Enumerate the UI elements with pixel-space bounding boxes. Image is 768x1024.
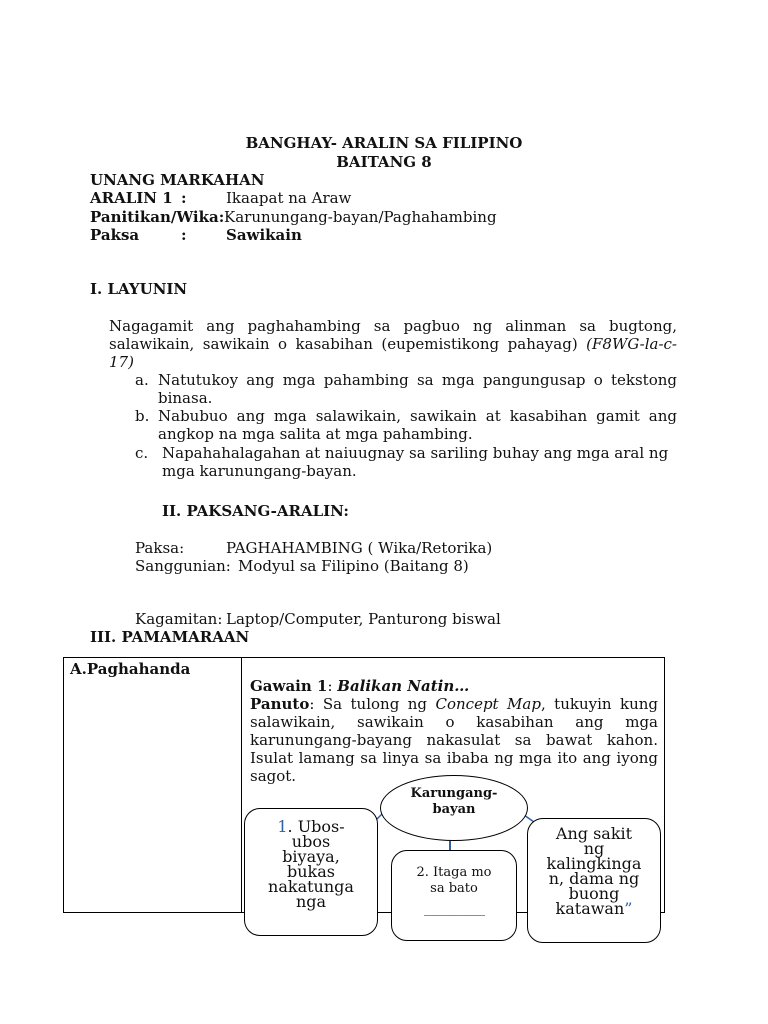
paksa-value: Sawikain [226,226,302,244]
box2-line-2: sa bato [430,881,478,896]
paksa-colon: : [181,226,187,244]
panitikan-value: Karunungang-bayan/Paghahambing [224,208,497,226]
objective-b-line2: angkop na mga salita at mga pahambing. [158,425,473,443]
kagamitan-value: Laptop/Computer, Panturong biswal [226,610,501,628]
aralin-label: ARALIN 1 [90,189,173,207]
gawain-colon: : [327,677,338,695]
box1-number: 1 [277,817,288,836]
box3-line-2: ng [583,839,605,858]
panuto-emphasis: Concept Map [435,695,541,713]
center-line2: bayan [432,802,476,817]
quarter-label: UNANG MARKAHAN [90,171,265,189]
objective-a-line2: binasa. [158,389,213,407]
panitikan-label: Panitikan/Wika: [90,208,225,226]
box3-line-6 [528,901,660,916]
gawain-label: Gawain 1 [250,677,328,695]
box3-last-word: katawan [555,899,625,918]
objective-b-line1: Nabubuo ang mga salawikain, sawikain at kasabihan gamit ang [158,407,677,425]
box2-line-1: 2. Itaga mo [416,865,492,880]
objective-c-line1: Napahahalagahan at naiuugnay sa sariling buhay ang mga aral ng [162,444,669,462]
sanggunian-label: Sanggunian: [135,557,231,575]
box3-line-4: n, dama ng [548,869,640,888]
box1-text-1: . Ubos- [287,817,345,836]
box1-line-2: ubos [291,832,331,851]
paksang-aralin-heading: II. PAKSANG-ARALIN: [162,502,349,520]
concept-box-3 [527,818,661,943]
box3-line-5: buong [568,884,620,903]
document-title: BANGHAY- ARALIN SA FILIPINO [245,134,523,152]
pamamaraan-heading: III. PAMAMARAAN [90,628,250,646]
aralin-value: Ikaapat na Araw [226,189,352,207]
box3-line-3: kalingkinga [546,854,642,873]
sanggunian-value: Modyul sa Filipino (Baitang 8) [238,557,469,575]
box1-line-4: bukas [287,862,335,881]
panuto-post: , tukuyin kung salawikain, sawikain o kasabihan ang mga karunungang-bayang nakasulat sa bawat kahon. Isulat lamang sa linya sa ibaba ng mga ito ang iyong sagot. [250,695,659,785]
objective-c-line2: mga karunungang-bayan. [162,462,357,480]
paksa2-value: PAGHAHAMBING ( Wika/Retorika) [226,539,493,557]
objective-a-marker: a. [135,371,149,389]
grade-level: BAITANG 8 [336,153,432,171]
panuto-label: Panuto [250,695,310,713]
layunin-heading: I. LAYUNIN [90,280,188,298]
box2-answer-line: ____________ [424,902,484,916]
layunin-intro-text: Nagagamit ang paghahambing sa pagbuo ng alinman sa bugtong, salawikain, sawikain o kasabihan (eupemistikong pahayag) [109,317,677,353]
objective-b-marker: b. [135,407,150,425]
layunin-code: (F8WG-la-c-17) [109,335,677,371]
objective-c-marker: c. [135,444,149,462]
box1-line-3: biyaya, [282,847,340,866]
concept-map-center [380,775,528,841]
box3-quote: ” [624,899,633,918]
box1-line-5: nakatunga [268,877,354,896]
paghahanda-cell: A.Paghahanda [70,660,191,678]
gawain-title: Balikan Natin… [337,677,470,695]
panuto-pre: : Sa tulong ng [309,695,436,713]
kagamitan-label: Kagamitan: [135,610,223,628]
concept-box-2 [391,850,517,941]
box1-line-6: nga [295,892,327,911]
box3-line-1: Ang sakit [555,824,633,843]
paksa2-label: Paksa: [135,539,185,557]
objective-a-line1: Natutukoy ang mga pahambing sa mga pangungusap o tekstong [158,371,677,389]
concept-box-1 [244,808,378,936]
aralin-colon: : [181,189,187,207]
center-line1: Karungang- [410,786,498,801]
paksa-label: Paksa [90,226,140,244]
